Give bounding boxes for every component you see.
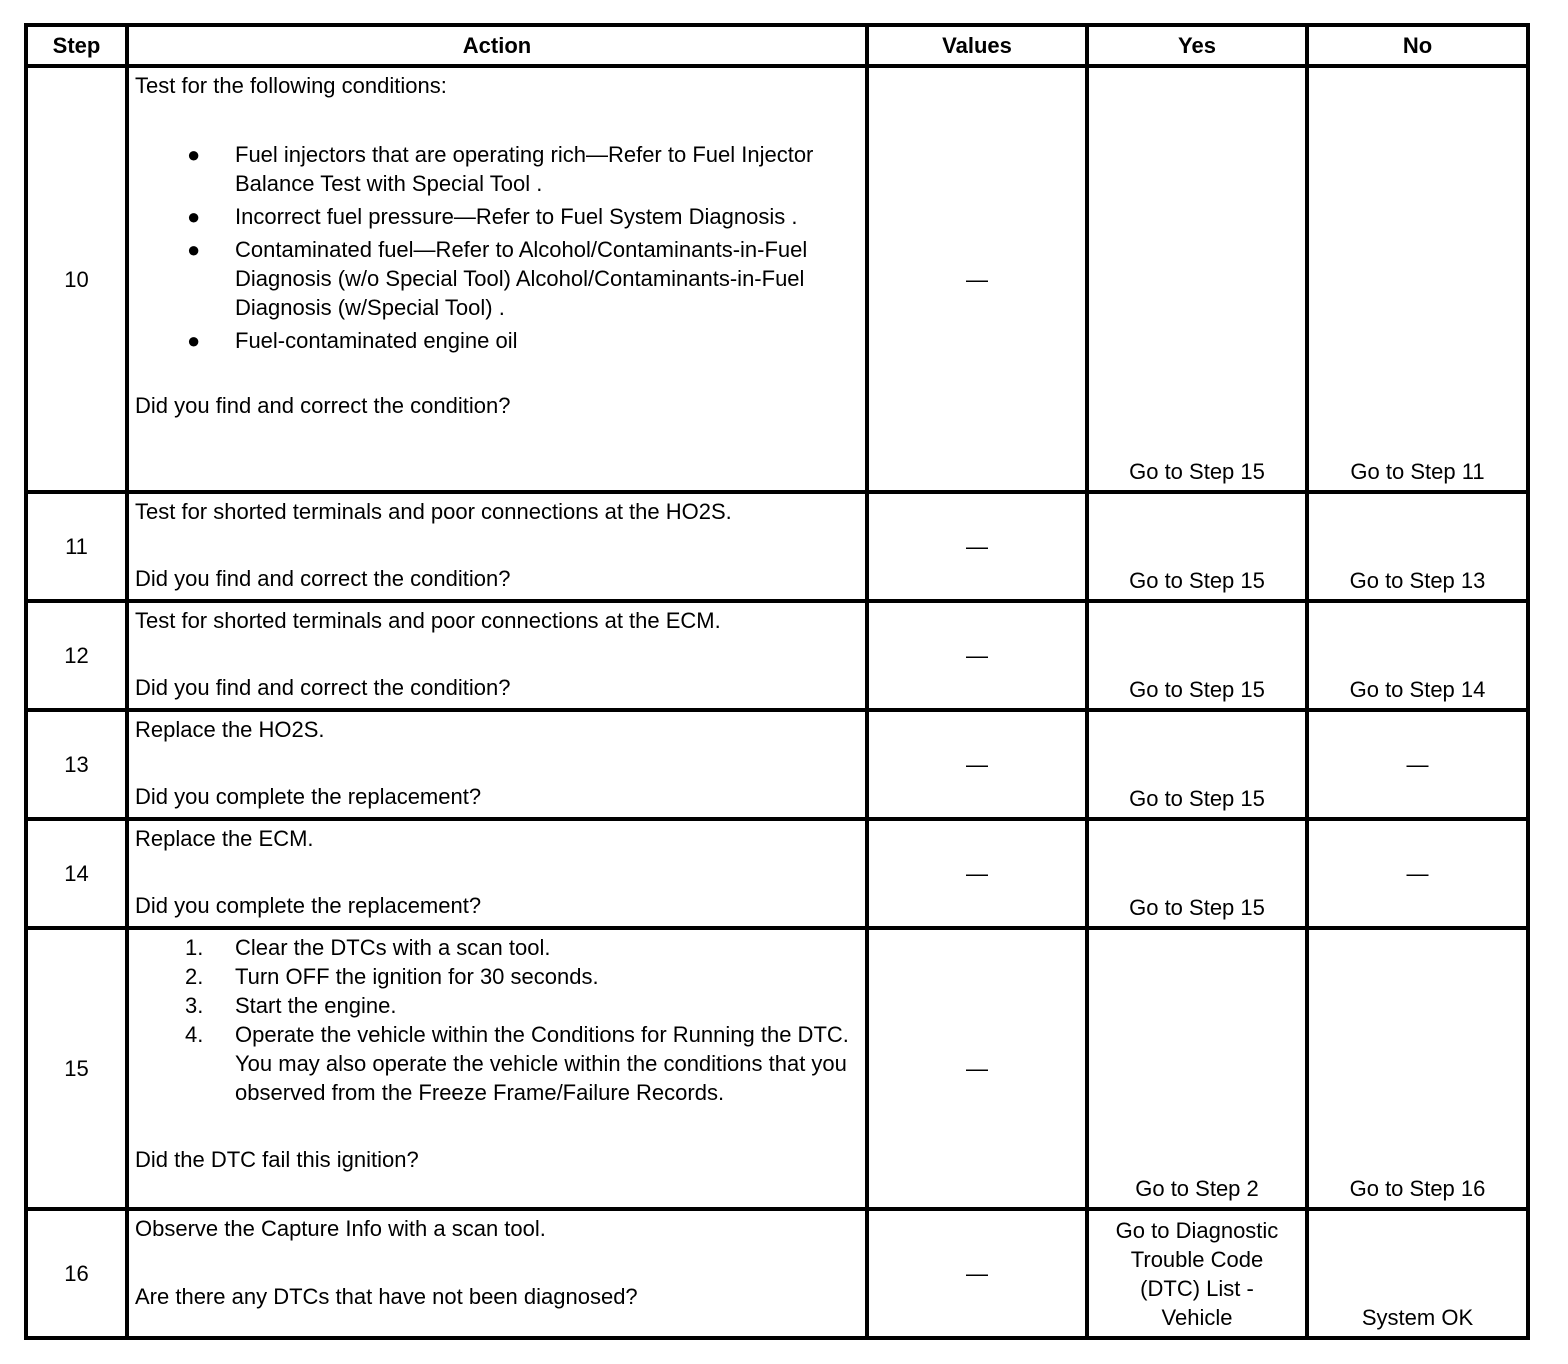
header-step: Step	[26, 25, 127, 66]
action-cell	[127, 601, 867, 710]
diagnostic-table	[24, 23, 1530, 1340]
condition-text: Fuel injectors that are operating rich—Refer to Fuel Injector Balance Test with Special Tool .	[235, 142, 814, 196]
action-cell	[127, 710, 867, 819]
header-values: Values	[867, 25, 1087, 66]
action-question: Did you find and correct the condition?	[135, 393, 511, 418]
action-intro: Test for shorted terminals and poor connections at the HO2S.	[135, 499, 732, 524]
no-cell: —	[1307, 819, 1528, 928]
step-number: 12	[26, 601, 127, 710]
action-intro: Test for the following conditions:	[135, 73, 447, 98]
action-intro: Replace the HO2S.	[135, 717, 325, 742]
table-row	[26, 66, 1528, 492]
action-question: Did you find and correct the condition?	[135, 566, 511, 591]
step-number: 13	[26, 710, 127, 819]
action-question: Did you find and correct the condition?	[135, 675, 511, 700]
action-intro: Observe the Capture Info with a scan tool.	[135, 1216, 546, 1241]
step-index: 2.	[185, 964, 204, 989]
list-item	[135, 991, 859, 1020]
bullet-icon: ●	[187, 328, 201, 353]
header-row	[26, 25, 1528, 66]
step-number: 16	[26, 1209, 127, 1338]
action-intro: Replace the ECM.	[135, 826, 314, 851]
action-question: Did you complete the replacement?	[135, 893, 482, 918]
action-question: Are there any DTCs that have not been diagnosed?	[135, 1284, 638, 1309]
step-number: 14	[26, 819, 127, 928]
step-number: 10	[26, 66, 127, 492]
procedure-text: Turn OFF the ignition for 30 seconds.	[235, 964, 599, 989]
header-no: No	[1307, 25, 1528, 66]
step-index: 4.	[185, 1022, 204, 1047]
action-cell	[127, 928, 867, 1209]
values-cell: —	[867, 1209, 1087, 1338]
procedure-text: Operate the vehicle within the Conditions for Running the DTC. You may also operate the vehicle within the conditions that you observed from the Freeze Frame/Failure Records.	[235, 1022, 849, 1105]
no-cell: Go to Step 14	[1307, 601, 1528, 710]
table-row	[26, 492, 1528, 601]
condition-list	[135, 140, 859, 355]
values-cell: —	[867, 66, 1087, 492]
list-item	[135, 235, 859, 322]
table-row	[26, 601, 1528, 710]
no-cell: —	[1307, 710, 1528, 819]
step-index: 1.	[185, 935, 204, 960]
list-item	[135, 962, 859, 991]
bullet-icon: ●	[187, 204, 201, 229]
list-item	[135, 326, 859, 355]
action-cell	[127, 492, 867, 601]
values-cell: —	[867, 710, 1087, 819]
bullet-icon: ●	[187, 142, 201, 167]
action-question: Did the DTC fail this ignition?	[135, 1147, 419, 1172]
table-row	[26, 1209, 1528, 1338]
yes-cell: Go to Step 15	[1087, 710, 1307, 819]
procedure-list	[135, 933, 859, 1107]
values-cell: —	[867, 492, 1087, 601]
yes-cell: Go to Step 15	[1087, 492, 1307, 601]
list-item	[135, 140, 859, 198]
yes-cell: Go to Step 2	[1087, 928, 1307, 1209]
header-action: Action	[127, 25, 867, 66]
condition-text: Fuel-contaminated engine oil	[235, 328, 518, 353]
yes-cell: Go to Diagnostic Trouble Code (DTC) List - Vehicle	[1087, 1209, 1307, 1338]
list-item	[135, 933, 859, 962]
table-row	[26, 710, 1528, 819]
header-yes: Yes	[1087, 25, 1307, 66]
values-cell: —	[867, 819, 1087, 928]
action-cell	[127, 1209, 867, 1338]
step-number: 15	[26, 928, 127, 1209]
no-cell: Go to Step 13	[1307, 492, 1528, 601]
values-cell: —	[867, 601, 1087, 710]
step-number: 11	[26, 492, 127, 601]
action-cell	[127, 819, 867, 928]
action-intro: Test for shorted terminals and poor connections at the ECM.	[135, 608, 721, 633]
table-row	[26, 819, 1528, 928]
bullet-icon: ●	[187, 237, 201, 262]
yes-cell: Go to Step 15	[1087, 601, 1307, 710]
condition-text: Contaminated fuel—Refer to Alcohol/Contaminants-in-Fuel Diagnosis (w/o Special Tool) Alcohol/Contaminants-in-Fuel Diagnosis (w/Special Tool) .	[235, 237, 808, 320]
action-cell	[127, 66, 867, 492]
step-index: 3.	[185, 993, 204, 1018]
yes-cell: Go to Step 15	[1087, 66, 1307, 492]
yes-cell: Go to Step 15	[1087, 819, 1307, 928]
action-question: Did you complete the replacement?	[135, 784, 482, 809]
list-item	[135, 202, 859, 231]
condition-text: Incorrect fuel pressure—Refer to Fuel System Diagnosis .	[235, 204, 798, 229]
no-cell: System OK	[1307, 1209, 1528, 1338]
values-cell: —	[867, 928, 1087, 1209]
no-cell: Go to Step 11	[1307, 66, 1528, 492]
procedure-text: Start the engine.	[235, 993, 397, 1018]
list-item	[135, 1020, 859, 1107]
table-row	[26, 928, 1528, 1209]
procedure-text: Clear the DTCs with a scan tool.	[235, 935, 551, 960]
no-cell: Go to Step 16	[1307, 928, 1528, 1209]
